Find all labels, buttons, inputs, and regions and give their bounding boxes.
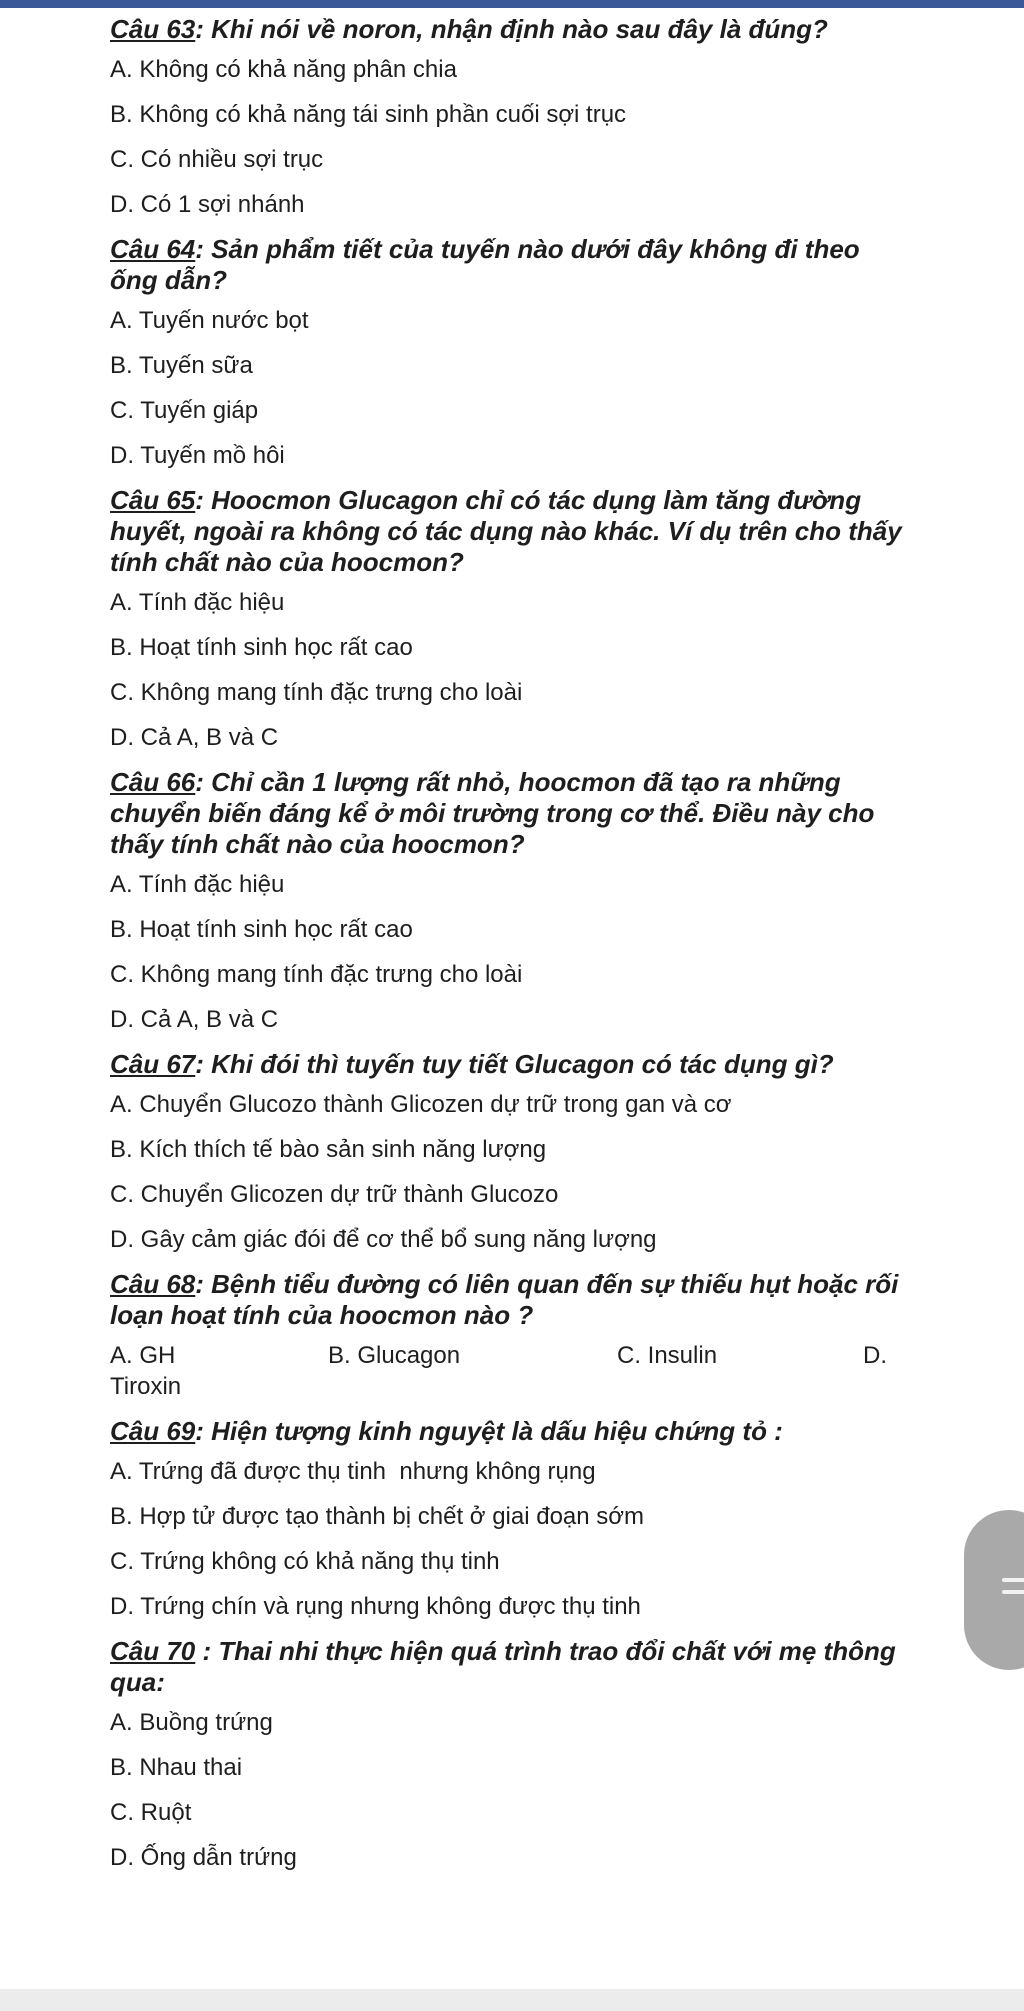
question-text: : Khi đói thì tuyến tuy tiết Glucagon có tác dụng gì? [195, 1049, 834, 1079]
question-68 [110, 1269, 910, 1402]
question-66 [110, 767, 910, 1035]
inline-options-row [110, 1340, 910, 1371]
question-text: : Chỉ cần 1 lượng rất nhỏ, hoocmon đã tạo ra những chuyển biến đáng kể ở môi trường trong cơ thể. Điều này cho thấy tính chất nào của hoocmon? [110, 767, 875, 859]
question-69 [110, 1416, 910, 1622]
question-number: Câu 68 [110, 1269, 196, 1299]
option-d: D. [863, 1342, 887, 1369]
option-c: C. Tuyến giáp [110, 397, 259, 424]
question-number: Câu 63 [110, 14, 196, 44]
option-c: C. Không mang tính đặc trưng cho loài [110, 679, 523, 706]
question-text: : Khi nói về noron, nhận định nào sau đây là đúng? [195, 14, 828, 44]
question-70 [110, 1636, 910, 1873]
option-b: B. Kích thích tế bào sản sinh năng lượng [110, 1136, 547, 1163]
question-67 [110, 1049, 910, 1255]
option-b: B. Không có khả năng tái sinh phần cuối sợi trục [110, 101, 627, 128]
option-d: D. Cả A, B và C [110, 1006, 279, 1033]
question-63 [110, 14, 910, 220]
question-title [110, 1636, 910, 1698]
option-c: C. Insulin [617, 1342, 718, 1369]
question-title [110, 234, 910, 296]
option-d-continued: Tiroxin [110, 1373, 182, 1400]
option-d: D. Cả A, B và C [110, 724, 279, 751]
option-a: A. Buồng trứng [110, 1709, 273, 1736]
question-number: Câu 64 [110, 234, 196, 264]
option-a: A. Tính đặc hiệu [110, 871, 285, 898]
option-b: B. Hoạt tính sinh học rất cao [110, 634, 413, 661]
question-text: : Hiện tượng kinh nguyệt là dấu hiệu chứng tỏ : [195, 1416, 783, 1446]
option-d: D. Có 1 sợi nhánh [110, 191, 305, 218]
question-text: : Hoocmon Glucagon chỉ có tác dụng làm tăng đường huyết, ngoài ra không có tác dụng nào khác. Ví dụ trên cho thấy tính chất nào của hoocmon? [110, 485, 902, 577]
option-d: D. Trứng chín và rụng nhưng không được thụ tinh [110, 1593, 641, 1620]
question-number: Câu 69 [110, 1416, 196, 1446]
option-a: A. Tính đặc hiệu [110, 589, 285, 616]
option-a: A. Chuyển Glucozo thành Glicozen dự trữ trong gan và cơ [110, 1091, 732, 1118]
option-b: B. Glucagon [328, 1342, 461, 1369]
question-title [110, 1416, 910, 1447]
scroll-handle[interactable] [964, 1510, 1024, 1670]
question-number: Câu 65 [110, 485, 196, 515]
option-d: D. Ống dẫn trứng [110, 1844, 297, 1871]
option-a: A. Tuyến nước bọt [110, 307, 309, 334]
option-c: C. Không mang tính đặc trưng cho loài [110, 961, 523, 988]
question-text: : Thai nhi thực hiện quá trình trao đổi chất với mẹ thông qua: [110, 1636, 896, 1697]
option-c: C. Có nhiều sợi trục [110, 146, 324, 173]
question-number: Câu 70 [110, 1636, 196, 1666]
top-accent-bar [0, 0, 1024, 8]
question-number: Câu 67 [110, 1049, 196, 1079]
option-c: C. Ruột [110, 1799, 192, 1826]
grip-line-icon [1002, 1590, 1024, 1594]
bottom-bar [0, 1989, 1024, 2011]
option-a: A. GH [110, 1342, 176, 1369]
option-c: C. Trứng không có khả năng thụ tinh [110, 1548, 500, 1575]
option-a: A. Không có khả năng phân chia [110, 56, 457, 83]
option-a: A. Trứng đã được thụ tinh nhưng không rụng [110, 1458, 596, 1485]
option-c: C. Chuyển Glicozen dự trữ thành Glucozo [110, 1181, 559, 1208]
quiz-document [110, 14, 910, 1887]
question-title [110, 767, 910, 860]
question-title [110, 1269, 910, 1331]
option-b: B. Nhau thai [110, 1754, 243, 1781]
option-b: B. Hợp tử được tạo thành bị chết ở giai đoạn sớm [110, 1503, 645, 1530]
option-b: B. Tuyến sữa [110, 352, 253, 379]
question-text: : Bệnh tiểu đường có liên quan đến sự thiếu hụt hoặc rối loạn hoạt tính của hoocmon nào ? [110, 1269, 899, 1330]
question-64 [110, 234, 910, 471]
question-text: : Sản phẩm tiết của tuyến nào dưới đây không đi theo ống dẫn? [110, 234, 860, 295]
option-b: B. Hoạt tính sinh học rất cao [110, 916, 413, 943]
question-title [110, 1049, 910, 1080]
question-title [110, 14, 910, 45]
question-number: Câu 66 [110, 767, 196, 797]
option-d: D. Gây cảm giác đói để cơ thể bổ sung năng lượng [110, 1226, 657, 1253]
option-d: D. Tuyến mồ hôi [110, 442, 285, 469]
question-65 [110, 485, 910, 753]
question-title [110, 485, 910, 578]
grip-line-icon [1002, 1578, 1024, 1582]
